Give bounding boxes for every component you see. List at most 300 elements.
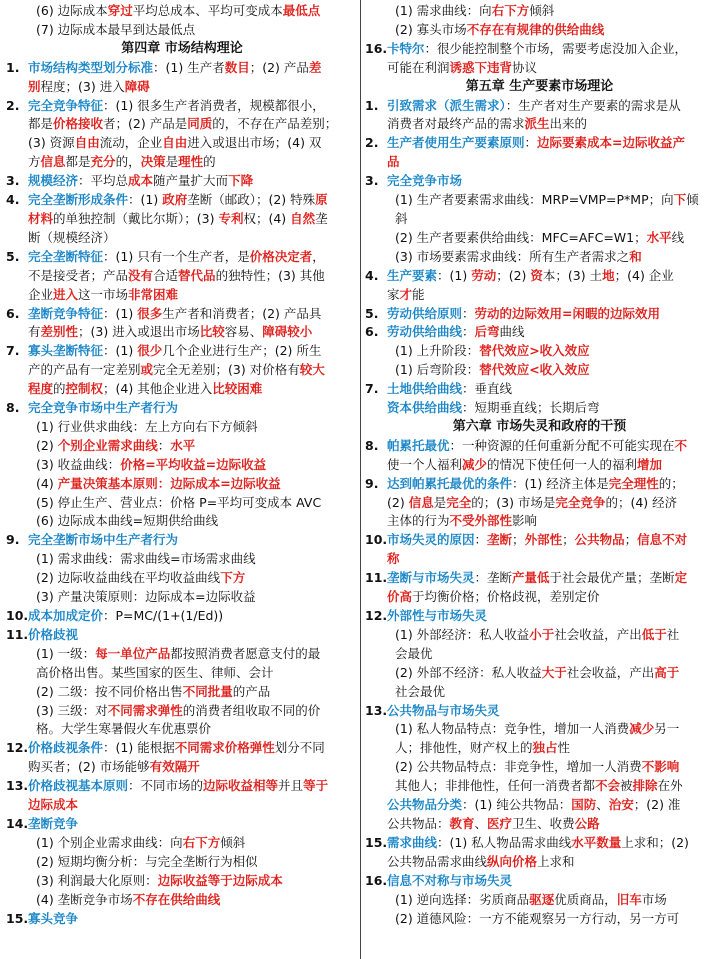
body-text: (2) xyxy=(387,494,409,510)
highlight-text: 不会 xyxy=(595,778,621,794)
highlight-text: 每一单位产品 xyxy=(95,645,171,661)
note-line xyxy=(6,437,358,456)
term-label: 劳动供给曲线 xyxy=(387,324,463,340)
item-number: 9. xyxy=(365,475,379,491)
text-line xyxy=(28,115,358,134)
body-text: 产的产品有一定差别 xyxy=(28,362,141,378)
text-line xyxy=(28,134,358,153)
item-number: 6. xyxy=(365,324,379,340)
text-line xyxy=(395,21,714,40)
text-line xyxy=(6,40,358,59)
numbered-item xyxy=(6,607,358,626)
highlight-text: 替代效应>收入效应 xyxy=(479,343,590,359)
item-number: 15. xyxy=(6,910,29,926)
text-line xyxy=(387,267,714,286)
term-label: 完全竞争特征 xyxy=(28,97,104,113)
text-line xyxy=(395,645,714,664)
highlight-text: 诱惑下违背 xyxy=(449,59,513,75)
body-text: (1) 需求曲线：需求曲线=市场需求曲线 xyxy=(36,551,256,567)
highlight-text: 不 xyxy=(674,437,688,453)
text-line xyxy=(28,229,358,248)
numbered-item xyxy=(365,380,714,399)
highlight-text: 进入 xyxy=(53,286,79,302)
highlight-text: 完全 xyxy=(446,494,472,510)
body-text: ：(1) 能根据 xyxy=(103,740,175,756)
body-text: 使一个人福利 xyxy=(387,456,463,472)
highlight-text: 非常困难 xyxy=(128,286,179,302)
text-line xyxy=(28,815,358,834)
body-text: 会最优 xyxy=(395,645,433,661)
body-text: 另一 xyxy=(654,721,680,737)
body-text: 的，不存在产品差别； xyxy=(212,116,338,132)
text-line xyxy=(387,569,714,588)
body-text: 于均衡价格；价格歧视，差别定价 xyxy=(412,589,600,605)
body-text: 合适 xyxy=(153,267,179,283)
numbered-item xyxy=(365,531,714,569)
highlight-text: 减少 xyxy=(629,721,655,737)
body-text: 第四章 市场结构理论 xyxy=(121,40,243,56)
note-line xyxy=(6,494,358,513)
highlight-text: 价格接收 xyxy=(53,116,104,132)
text-line xyxy=(28,380,358,399)
body-text: 不是接受者；产品 xyxy=(28,267,129,283)
body-text: ：生产者对生产要素的需求是从 xyxy=(505,97,681,113)
numbered-item xyxy=(365,702,714,721)
text-line xyxy=(395,342,714,361)
text-line xyxy=(36,21,358,40)
text-line xyxy=(387,512,714,531)
text-line xyxy=(387,475,714,494)
body-text: 第六章 市场失灵和政府的干预 xyxy=(452,418,627,434)
body-text: 生产者和消费者；(2) 产品具 xyxy=(162,305,322,321)
body-text: 消费者对最终产品的需求 xyxy=(387,116,525,132)
text-line xyxy=(28,607,358,626)
highlight-text: 价高 xyxy=(387,589,413,605)
body-text: ：(1) xyxy=(437,267,472,283)
item-number: 11. xyxy=(365,570,388,586)
body-text: 完全无差别；(3) 对价格有 xyxy=(153,362,300,378)
text-line xyxy=(395,626,714,645)
numbered-item xyxy=(6,815,358,834)
text-line xyxy=(395,229,714,248)
highlight-text: 高于 xyxy=(654,664,680,680)
body-text: 市场 xyxy=(641,891,667,907)
numbered-item xyxy=(6,191,358,248)
highlight-text: 后弯 xyxy=(474,324,500,340)
body-text: ：(1) 很多生产者消费者，规模都很小， xyxy=(103,97,325,113)
term-label: 生产者使用生产要素原则 xyxy=(387,135,525,151)
term-label: 公共物品分类 xyxy=(387,797,463,813)
highlight-text: 增加 xyxy=(637,456,663,472)
text-line xyxy=(365,418,714,437)
item-number: 14. xyxy=(6,815,29,831)
note-line xyxy=(365,191,714,229)
body-text: (2) 生产者要素供给曲线：MFC=AFC=W1； xyxy=(395,229,647,245)
term-label: 帕累托最优 xyxy=(387,437,450,453)
text-line xyxy=(36,512,358,531)
body-text: (2) xyxy=(36,437,58,453)
note-line xyxy=(365,229,714,248)
body-text: ：(1) xyxy=(128,192,163,208)
highlight-text: 政府 xyxy=(162,192,188,208)
numbered-item xyxy=(6,248,358,305)
highlight-text: 自由 xyxy=(162,135,188,151)
body-text: 几个企业进行生产；(2) 所生 xyxy=(162,343,322,359)
body-text: ：不同市场的 xyxy=(128,778,204,794)
term-label: 垄断竞争特征 xyxy=(28,305,104,321)
text-line xyxy=(28,172,358,191)
term-label: 公共物品与市场失灵 xyxy=(387,702,500,718)
highlight-text: 同质 xyxy=(187,116,213,132)
highlight-text: 专利 xyxy=(218,210,244,226)
item-number: 4. xyxy=(6,192,20,208)
highlight-text: 公共物品 xyxy=(574,532,625,548)
body-text: 的情况下使任何一人的福利 xyxy=(487,456,638,472)
text-line xyxy=(387,531,714,550)
note-line xyxy=(365,891,714,910)
text-line xyxy=(387,323,714,342)
body-text: (1) 上升阶段： xyxy=(395,343,480,359)
text-line xyxy=(395,683,714,702)
note-line xyxy=(6,853,358,872)
text-line xyxy=(36,683,358,702)
numbered-item xyxy=(6,626,358,645)
body-text: (4) xyxy=(36,475,58,491)
item-number: 2. xyxy=(6,97,20,113)
body-text: 社会收益，产出 xyxy=(554,626,642,642)
body-text: 垄断（邮政）；(2) 特殊 xyxy=(187,192,316,208)
note-line xyxy=(6,569,358,588)
text-line xyxy=(36,437,358,456)
note-line xyxy=(6,891,358,910)
text-line xyxy=(28,796,358,815)
text-line xyxy=(36,645,358,664)
body-text: ： xyxy=(157,437,171,453)
right-column xyxy=(365,2,714,928)
body-text: 公共物品需求曲线 xyxy=(387,853,488,869)
text-line xyxy=(28,531,358,550)
body-text: 倾斜 xyxy=(529,3,555,18)
term-label: 完全竞争市场 xyxy=(387,173,463,189)
body-text: 断（规模经济） xyxy=(28,229,116,245)
body-text: 的；(4) 经济 xyxy=(605,494,678,510)
highlight-text: 差 xyxy=(308,59,322,75)
text-line xyxy=(387,702,714,721)
term-label: 价格歧视 xyxy=(28,626,79,642)
highlight-text: 教育 xyxy=(449,815,475,831)
item-number: 4. xyxy=(365,267,379,283)
note-line xyxy=(365,342,714,361)
highlight-text: 下降 xyxy=(228,173,254,189)
body-text: (4) 垄断竞争市场 xyxy=(36,891,133,907)
body-text: ：一种资源的任何重新分配不可能实现在 xyxy=(449,437,675,453)
numbered-item xyxy=(6,97,358,173)
term-label: 需求曲线 xyxy=(387,834,438,850)
highlight-text: 程度 xyxy=(28,381,54,397)
text-line xyxy=(395,248,714,267)
item-number: 8. xyxy=(365,437,379,453)
highlight-text: 才 xyxy=(399,286,413,302)
body-text: (3) 收益曲线： xyxy=(36,456,121,472)
body-text: ； xyxy=(512,532,525,548)
text-line xyxy=(36,853,358,872)
text-line xyxy=(387,853,714,872)
body-text: (1) 行业供求曲线：左上方向右下方倾斜 xyxy=(36,418,258,434)
numbered-item xyxy=(365,569,714,607)
highlight-text: 垄断 xyxy=(487,532,513,548)
text-line xyxy=(395,758,714,777)
numbered-item xyxy=(365,475,714,532)
term-label: 外部性与市场失灵 xyxy=(387,608,488,623)
numbered-item xyxy=(365,40,714,78)
numbered-item xyxy=(365,834,714,872)
numbered-item xyxy=(6,59,358,97)
term-label: 信息不对称与市场失灵 xyxy=(387,872,513,888)
text-line xyxy=(395,720,714,739)
body-text: (1) 一级： xyxy=(36,645,96,661)
body-text: 流动，企业 xyxy=(99,135,163,151)
body-text: (6) 边际成本曲线=短期供给曲线 xyxy=(36,513,219,529)
note-line xyxy=(6,418,358,437)
numbered-item xyxy=(6,172,358,191)
body-text: (2) 寡头市场 xyxy=(395,21,467,37)
highlight-text: 材料 xyxy=(28,210,54,226)
body-text: (3) 市场要素需求曲线：所有生产者需求之 xyxy=(395,248,630,264)
item-number: 6. xyxy=(6,305,20,321)
note-line xyxy=(365,21,714,40)
text-line xyxy=(395,910,714,929)
body-text: 高价格出售。某些国家的医生、律师、会计 xyxy=(36,664,274,680)
highlight-text: 产量低 xyxy=(512,570,550,586)
body-text: 出来的 xyxy=(549,116,588,132)
highlight-text: 没有 xyxy=(128,267,154,283)
text-line xyxy=(28,286,358,305)
body-text: 者；(2) 产品是 xyxy=(103,116,188,132)
item-number: 10. xyxy=(6,608,29,623)
term-label: 寡头垄断特征 xyxy=(28,343,104,359)
note-line xyxy=(6,550,358,569)
body-text: ：(1) 只有一个生产者，是 xyxy=(103,248,250,264)
highlight-text: 完全理性 xyxy=(608,475,659,491)
body-text: ：(1) xyxy=(103,343,138,359)
text-line xyxy=(36,872,358,891)
body-text: 有 xyxy=(28,324,41,340)
body-text: (1) 私人物品特点：竞争性，增加一人消费 xyxy=(395,721,630,737)
body-text: 方 xyxy=(28,154,41,170)
body-text: 第五章 生产要素市场理论 xyxy=(465,78,614,94)
body-text: ：短期垂直线；长期后弯 xyxy=(462,400,600,416)
body-text: 企业 xyxy=(28,286,54,302)
highlight-text: 价格决定者 xyxy=(249,248,313,264)
highlight-text: 右下方 xyxy=(182,834,221,850)
highlight-text: 不受外部性 xyxy=(449,513,513,529)
term-label: 寡头竞争 xyxy=(28,910,79,926)
item-number: 7. xyxy=(6,343,20,359)
chapter-heading xyxy=(365,418,714,437)
text-line xyxy=(28,305,358,324)
highlight-text: 下 xyxy=(673,192,687,208)
numbered-item xyxy=(365,872,714,891)
item-number: 3. xyxy=(6,173,20,189)
body-text: ：平均总 xyxy=(78,173,129,189)
highlight-text: 派生 xyxy=(524,116,550,132)
text-line xyxy=(28,59,358,78)
highlight-text: 和 xyxy=(629,248,642,264)
item-number: 15. xyxy=(365,834,388,850)
highlight-text: 决策 xyxy=(140,154,166,170)
term-label: 价格歧视基本原则 xyxy=(28,778,129,794)
highlight-text: 产量决策基本原则：边际成本=边际收益 xyxy=(57,475,281,491)
text-line xyxy=(387,380,714,399)
body-text: 社会收益，产出 xyxy=(566,664,655,680)
body-text: 的； xyxy=(658,475,684,491)
body-text: ： xyxy=(474,532,488,548)
highlight-text: 水平 xyxy=(646,229,672,245)
body-text: ： xyxy=(524,135,538,151)
highlight-text: 不影响 xyxy=(641,759,680,775)
text-line xyxy=(28,399,358,418)
body-text: ：(1) 私人物品需求曲线 xyxy=(437,834,572,850)
term-label: 卡特尔 xyxy=(387,40,425,56)
body-text: (2) 边际收益曲线在平均收益曲线 xyxy=(36,570,221,586)
body-text: 能 xyxy=(412,286,425,302)
text-line xyxy=(28,210,358,229)
highlight-text: 大于 xyxy=(541,664,567,680)
body-text: (3) 资源 xyxy=(28,135,75,151)
highlight-text: 障碍 xyxy=(124,78,150,94)
term-label: 资本供给曲线 xyxy=(387,400,463,416)
text-line xyxy=(387,872,714,891)
body-text: ：垂直线 xyxy=(462,381,513,397)
text-line xyxy=(387,456,714,475)
body-text: 可能在利润 xyxy=(387,59,450,75)
body-text: (1) 后弯阶段： xyxy=(395,362,480,378)
highlight-text: 信息不对 xyxy=(637,532,688,548)
body-text: 本；(3) 土 xyxy=(542,267,603,283)
body-text: ； xyxy=(562,532,575,548)
text-line xyxy=(36,494,358,513)
highlight-text: 公路 xyxy=(574,815,600,831)
highlight-text: 定 xyxy=(674,570,688,586)
term-label: 劳动供给原则 xyxy=(387,305,463,321)
term-label: 垄断竞争 xyxy=(28,815,79,831)
body-text: ：(1) xyxy=(103,305,138,321)
body-text: 性 xyxy=(557,740,571,756)
text-line xyxy=(36,702,358,721)
text-line xyxy=(395,891,714,910)
body-text: 的；(3) 市场是 xyxy=(471,494,556,510)
text-line xyxy=(387,834,714,853)
body-text: 于社会最优产量；垄断 xyxy=(549,570,675,586)
highlight-text: 最低点 xyxy=(282,3,321,18)
text-line xyxy=(28,97,358,116)
item-number: 5. xyxy=(365,305,379,321)
body-text: 这一市场 xyxy=(78,286,129,302)
body-text: ， xyxy=(312,248,325,264)
numbered-item xyxy=(6,342,358,399)
text-line xyxy=(387,550,714,569)
note-line xyxy=(365,796,714,834)
body-text: 家 xyxy=(387,286,400,302)
term-label: 市场结构类型划分标准 xyxy=(28,59,154,75)
text-line xyxy=(395,739,714,758)
body-text: ；(2) 产品 xyxy=(249,59,309,75)
highlight-text: 替代品 xyxy=(178,267,216,283)
term-label: 生产要素 xyxy=(387,267,438,283)
body-text: ：(1) 纯公共物品： xyxy=(462,797,572,813)
note-line xyxy=(6,456,358,475)
text-line xyxy=(395,210,714,229)
highlight-text: 比较困难 xyxy=(212,381,263,397)
note-line xyxy=(365,758,714,796)
numbered-item xyxy=(365,305,714,324)
note-line xyxy=(6,872,358,891)
highlight-text: 替代效应<收入效应 xyxy=(479,362,590,378)
numbered-item xyxy=(365,97,714,135)
highlight-text: 纵向价格 xyxy=(487,853,538,869)
body-text: 社会最优 xyxy=(395,683,446,699)
text-line xyxy=(395,191,714,210)
highlight-text: 边际收益等于边际成本 xyxy=(157,872,283,888)
item-number: 2. xyxy=(365,135,379,151)
highlight-text: 排除 xyxy=(632,778,658,794)
body-text: 是 xyxy=(165,154,179,170)
body-text: 的单独控制（戴比尔斯）；(3) xyxy=(53,210,219,226)
body-text: 公共物品： xyxy=(387,815,450,831)
text-line xyxy=(28,342,358,361)
body-text: ；(2) xyxy=(496,267,531,283)
body-text: 优质商品， xyxy=(554,891,617,907)
text-line xyxy=(387,172,714,191)
body-text: 并且 xyxy=(278,778,304,794)
highlight-text: 治安 xyxy=(608,797,634,813)
highlight-text: 边际收益相等 xyxy=(203,778,279,794)
highlight-text: 国防 xyxy=(571,797,597,813)
item-number: 1. xyxy=(365,97,379,113)
text-line xyxy=(387,796,714,815)
body-text: 影响 xyxy=(512,513,538,529)
numbered-item xyxy=(6,910,358,929)
body-text: (6) 边际成本 xyxy=(36,3,108,18)
body-text: 倾 xyxy=(686,192,699,208)
body-text: 其他人；非排他性，任何一消费者都 xyxy=(395,778,596,794)
highlight-text: 品 xyxy=(387,154,400,170)
text-line xyxy=(28,910,358,929)
highlight-text: 边际要素成本=边际收益产 xyxy=(537,135,686,151)
text-line xyxy=(387,59,714,78)
highlight-text: 不存在供给曲线 xyxy=(132,891,221,907)
numbered-item xyxy=(365,172,714,191)
body-text: ；(4) 企业 xyxy=(614,267,674,283)
body-text: 的 xyxy=(203,154,216,170)
highlight-text: 不同批量 xyxy=(182,683,233,699)
text-line xyxy=(28,758,358,777)
body-text: 上求和；(2) xyxy=(621,834,689,850)
text-line xyxy=(387,134,714,153)
item-number: 13. xyxy=(6,778,29,794)
body-text: 都是 xyxy=(28,116,54,132)
highlight-text: 等于 xyxy=(303,778,329,794)
body-text: 线 xyxy=(671,229,685,245)
text-line xyxy=(28,777,358,796)
text-line xyxy=(36,720,358,739)
body-text: (5) 停止生产、营业点：价格 P=平均可变成本 AVC xyxy=(36,494,322,510)
highlight-text: 旧车 xyxy=(616,891,642,907)
note-line xyxy=(365,910,714,929)
body-text: (7) 边际成本最早到达最低点 xyxy=(36,21,196,37)
text-line xyxy=(28,739,358,758)
body-text: 进入或退出市场；(4) 双 xyxy=(187,135,322,151)
